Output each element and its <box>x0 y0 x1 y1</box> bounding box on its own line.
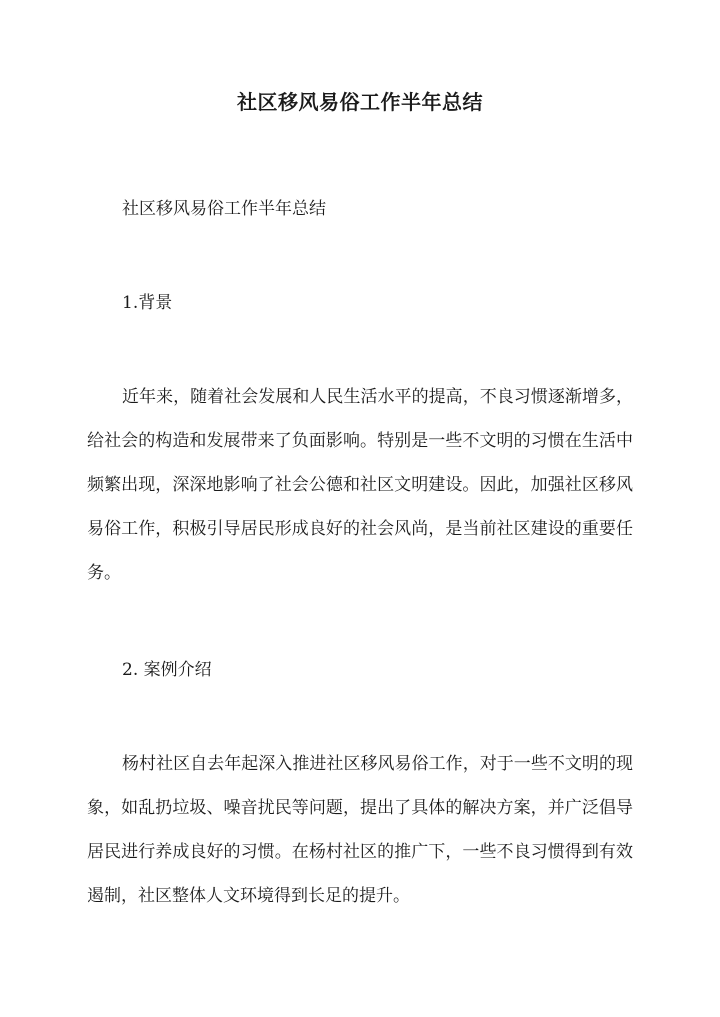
section-paragraph-case: 杨村社区自去年起深入推进社区移风易俗工作，对于一些不文明的现象，如乱扔垃圾、噪音扰民等问题，提出了具体的解决方案，并广泛倡导居民进行养成良好的习惯。在杨村社区的推广下，一些不良习惯得到有效遏制，社区整体人文环境得到长足的提升。 <box>87 754 633 906</box>
section-paragraph-background: 近年来，随着社会发展和人民生活水平的提高，不良习惯逐渐增多，给社会的构造和发展带来了负面影响。特别是一些不文明的习惯在生活中频繁出现，深深地影响了社会公德和社区文明建设。因此，加强社区移风易俗工作，积极引导居民形成良好的社会风尚，是当前社区建设的重要任务。 <box>87 387 633 583</box>
document-subtitle: 社区移风易俗工作半年总结 <box>122 199 326 219</box>
section-heading-background: 1.背景 <box>122 293 173 313</box>
document-title: 社区移风易俗工作半年总结 <box>237 90 483 114</box>
section-heading-case: 2. 案例介绍 <box>122 660 212 680</box>
